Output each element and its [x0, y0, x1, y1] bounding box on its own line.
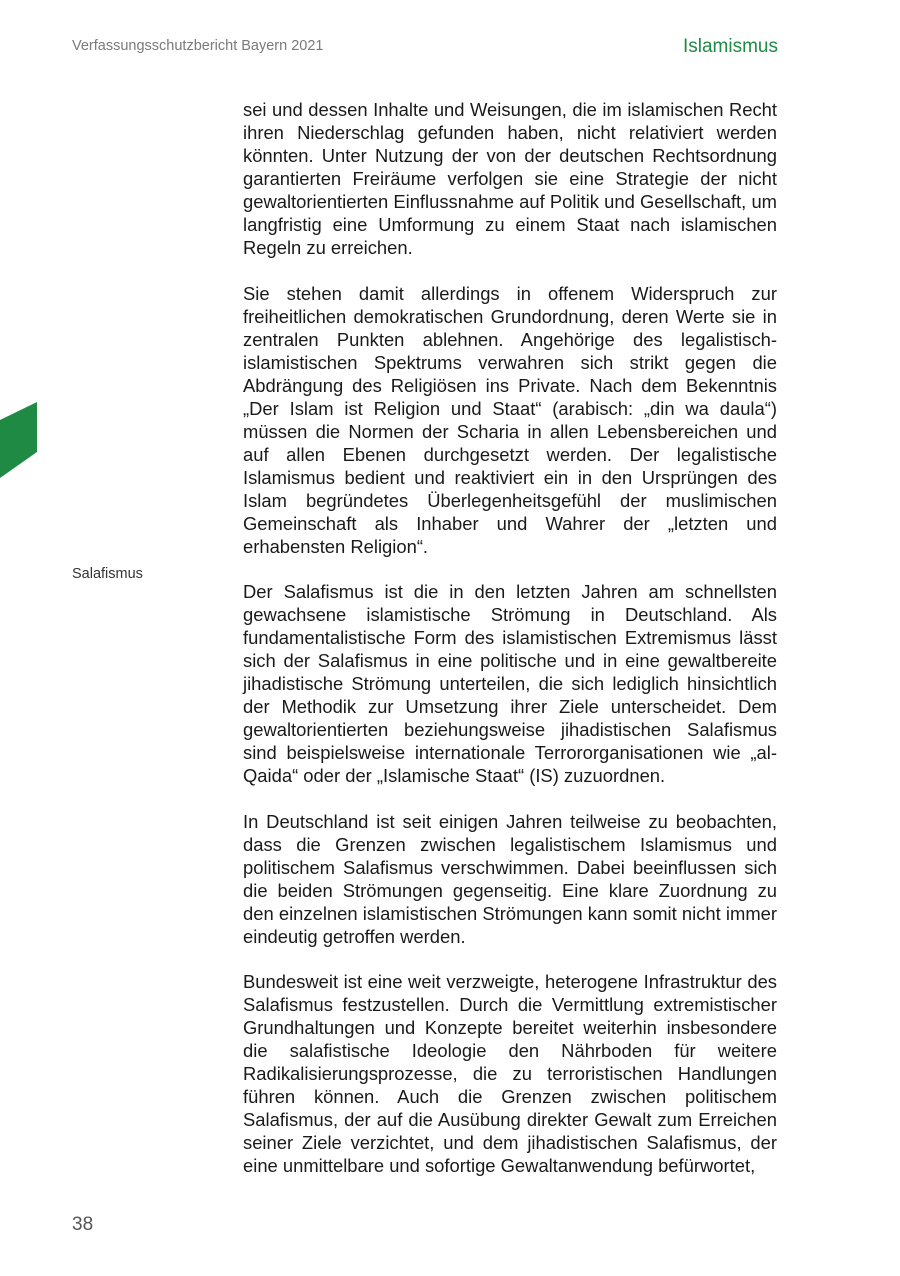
section-title: Islamismus — [682, 36, 778, 57]
page-number: 38 — [72, 1214, 94, 1235]
chapter-tab-marker — [0, 402, 37, 478]
paragraph: Sie stehen damit allerdings in offenem Widerspruch zur freiheitlichen demokratischen Grundordnung, deren Werte sie in zentralen Punkten ablehnen. Angehörige des legalistisch-islamistischen Spektrums verwahren sich strikt gegen die Abdrängung des Religiösen ins Private. Nach dem Bekenntnis „Der Islam ist Religion und Staat“ (arabisch: „din wa daula“) müssen die Normen der Scharia in allen Lebensbereichen und auf allen Ebenen durchgesetzt werden. Der legalistische Islamismus bedient und reaktiviert ein in den Ursprüngen des Islam begründetes Überlegenheitsgefühl der muslimischen Gemeinschaft als Inhaber und Wahrer der „letzten und erhabensten Religion“. — [243, 282, 777, 557]
body-text — [243, 98, 777, 1200]
paragraph: Bundesweit ist eine weit verzweigte, heterogene Infrastruktur des Salafismus festzustellen. Durch die Vermittlung extremistischer Grundhaltungen und Konzepte bereitet weiterhin insbesondere die salafistische Ideologie den Nährboden für weitere Radikalisierungsprozesse, die zu terroristischen Handlungen führen können. Auch die Grenzen zwischen politischem Salafismus, der auf die Ausübung direkter Gewalt zum Erreichen seiner Ziele verzichtet, und dem jihadistischen Salafismus, der eine unmittelbare und sofortige Gewaltanwendung befürwortet, — [243, 971, 777, 1176]
chapter-tab-shape — [0, 402, 37, 478]
publication-title: Verfassungsschutzbericht Bayern 2021 — [72, 38, 324, 54]
paragraph: sei und dessen Inhalte und Weisungen, die im islamischen Recht ihren Niederschlag gefunden haben, nicht relativiert werden könnten. Unter Nutzung der von der deutschen Rechtsordnung garantierten Freiräume verfolgen sie eine Strategie der nicht gewaltorientierten Einflussnahme auf Politik und Gesellschaft, um langfristig eine Umformung zu einem Staat nach islamischen Regeln zu erreichen. — [243, 99, 777, 258]
margin-label-salafismus: Salafismus — [72, 566, 143, 582]
paragraph: Der Salafismus ist die in den letzten Jahren am schnellsten gewachsene islamistische Strömung in Deutschland. Als fundamentalistische Form des islamistischen Extremismus lässt sich der Salafismus in eine politische und in eine gewaltbereite jihadistische Strömung unterteilen, die sich lediglich hinsichtlich der Methodik zur Umsetzung ihrer Ziele unterscheidet. Dem gewaltorientierten beziehungsweise jihadistischen Salafismus sind beispielsweise internationale Terrororganisationen wie „al-Qaida“ oder der „Islamische Staat“ (IS) zuzuordnen. — [243, 581, 777, 786]
paragraph: In Deutschland ist seit einigen Jahren teilweise zu beobachten, dass die Grenzen zwischen legalistischem Islamismus und politischem Salafismus verschwimmen. Dabei beeinflussen sich die beiden Strömungen gegenseitig. Eine klare Zuordnung zu den einzelnen islamistischen Strömungen kann somit nicht immer eindeutig getroffen werden. — [243, 810, 777, 947]
